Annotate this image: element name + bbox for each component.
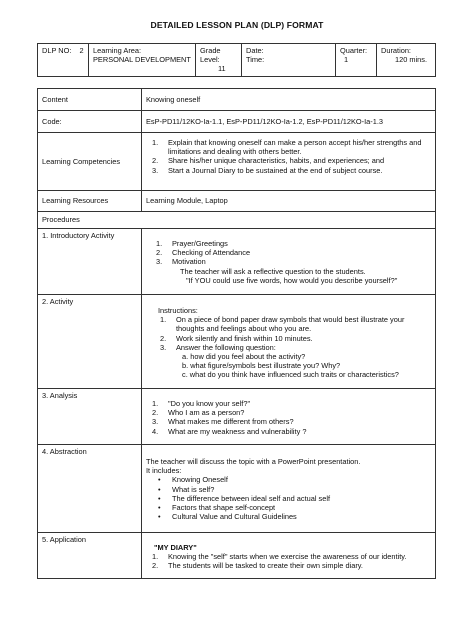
date-label: Date: xyxy=(246,46,264,55)
list-item: • Knowing Oneself xyxy=(158,475,228,485)
list-item: 3. What makes me different from others? xyxy=(152,417,294,427)
list-item: 2. Who I am as a person? xyxy=(152,408,245,418)
lesson-plan-table xyxy=(37,88,436,579)
intro-row xyxy=(38,229,436,295)
list-item: 1. Explain that knowing oneself can make a person accept his/her strengths and limitations and dealing with others better. xyxy=(152,138,422,157)
code-row xyxy=(38,111,436,133)
analysis-row xyxy=(38,389,436,445)
learning-area-label: Learning Area: xyxy=(93,46,142,55)
resources-value: Learning Module, Laptop xyxy=(142,191,436,212)
resources-label: Learning Resources xyxy=(38,191,142,212)
competencies-row xyxy=(38,133,436,191)
quarter-cell xyxy=(336,44,377,77)
list-item: 3. Answer the following question: xyxy=(160,342,276,352)
resources-row xyxy=(38,191,436,212)
content-value: Knowing oneself xyxy=(142,89,436,111)
content-row xyxy=(38,89,436,111)
question-item: b. what figure/symbols best illustrate you? Why? xyxy=(182,361,341,371)
code-label: Code: xyxy=(38,111,142,133)
analysis-label: 3. Analysis xyxy=(38,389,142,445)
learning-area-value: PERSONAL DEVELOPMENT xyxy=(93,55,191,65)
code-value: EsP-PD11/12KO-Ia-1.1, EsP-PD11/12KO-Ia-1.2, EsP-PD11/12KO-Ia-1.3 xyxy=(142,111,436,133)
list-item: 3. Start a Journal Diary to be sustained at the end of subject course. xyxy=(152,165,383,175)
list-item: 3. Motivation xyxy=(156,257,206,267)
analysis-content xyxy=(142,389,436,445)
duration-cell xyxy=(377,44,436,77)
competencies-list xyxy=(142,133,436,191)
application-row xyxy=(38,533,436,579)
content-label: Content xyxy=(38,89,142,111)
grade-value: 11 xyxy=(218,64,226,74)
dlp-no-value: 2 xyxy=(79,46,84,55)
application-label: 5. Application xyxy=(38,533,142,579)
list-item: • The difference between ideal self and actual self xyxy=(158,493,331,503)
list-item: • What is self? xyxy=(158,484,215,494)
activity-content xyxy=(142,295,436,389)
list-item: 1. On a piece of bond paper draw symbols that would best illustrate your thoughts and feelings about who you are. xyxy=(160,315,405,334)
dlp-no-cell xyxy=(38,44,89,77)
list-item: 2. Work silently and finish within 10 minutes. xyxy=(160,333,313,343)
list-item: 1. "Do you know your self?" xyxy=(152,399,251,408)
procedures-row xyxy=(38,212,436,229)
motivation-question: "If YOU could use five words, how would you describe yourself?" xyxy=(186,275,398,285)
list-item: • Cultural Value and Cultural Guidelines xyxy=(158,512,297,522)
list-item: 2. Checking of Attendance xyxy=(156,248,251,258)
diary-heading: "MY DIARY" xyxy=(154,543,197,552)
includes-text: It includes: xyxy=(146,466,182,476)
list-item: 1. Prayer/Greetings xyxy=(156,239,228,248)
quarter-label: Quarter: xyxy=(340,46,368,55)
list-item: 2. The students will be tasked to create their own simple diary. xyxy=(152,561,363,571)
page-title: DETAILED LESSON PLAN (DLP) FORMAT xyxy=(150,20,324,30)
abstraction-label: 4. Abstraction xyxy=(38,445,142,533)
intro-label: 1. Introductory Activity xyxy=(38,229,142,295)
activity-row xyxy=(38,295,436,389)
application-content xyxy=(142,533,436,579)
motivation-text: The teacher will ask a reflective question to the students. xyxy=(180,266,366,276)
duration-label: Duration: xyxy=(381,46,411,55)
learning-area-cell xyxy=(89,44,196,77)
question-item: c. what do you think have influenced such traits or characteristics? xyxy=(182,370,399,380)
list-item: 2. Share his/her unique characteristics, habits, and experiences; and xyxy=(152,156,385,166)
question-item: a. how did you feel about the activity? xyxy=(182,352,306,362)
date-time-cell xyxy=(242,44,336,77)
list-item: • Factors that shape self-concept xyxy=(158,503,276,513)
abstraction-row xyxy=(38,445,436,533)
abstraction-intro: The teacher will discuss the topic with a PowerPoint presentation. xyxy=(146,457,361,466)
competencies-label: Learning Competencies xyxy=(38,133,142,191)
activity-label: 2. Activity xyxy=(38,295,142,389)
grade-label: Grade Level: xyxy=(200,46,221,65)
list-item: 1. Knowing the "self" starts when we exercise the awareness of our identity. xyxy=(152,552,407,562)
duration-value: 120 mins. xyxy=(395,55,428,65)
intro-content xyxy=(142,229,436,295)
list-item: 4. What are my weakness and vulnerability ? xyxy=(152,426,307,436)
dlp-no-label: DLP NO: xyxy=(42,46,72,55)
header-table xyxy=(37,43,436,77)
instructions-heading: Instructions: xyxy=(158,306,198,315)
grade-cell xyxy=(196,44,242,77)
time-label: Time: xyxy=(246,55,265,65)
abstraction-content xyxy=(142,445,436,533)
quarter-value: 1 xyxy=(344,55,349,65)
procedures-label: Procedures xyxy=(38,212,436,229)
